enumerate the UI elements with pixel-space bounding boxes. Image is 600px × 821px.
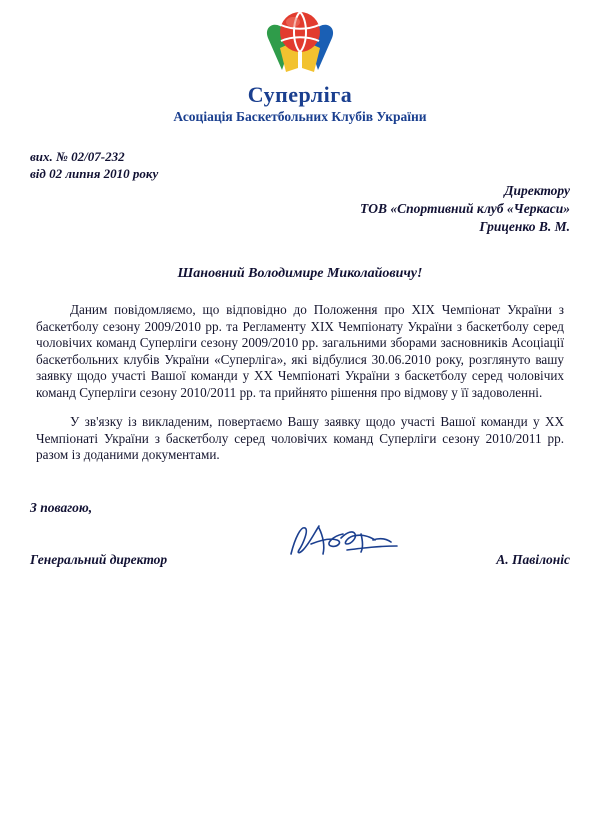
superleague-basketball-logo-icon <box>252 8 348 80</box>
brand-subtitle: Асоціація Баскетбольних Клубів України <box>173 109 427 124</box>
addressee-block <box>270 182 570 236</box>
paragraph-2: У зв'язку із викладеним, повертаємо Вашу заявку щодо участі Вашої команди у XX Чемпіонаті України з баскетболу серед чоловічих команд Суперліги сезону 2010/2011 рр. разом із доданими документами. <box>36 414 564 462</box>
regards-line: З повагою, <box>30 500 93 515</box>
outgoing-number: вих. № 02/07-232 <box>30 149 125 164</box>
logo-wrap <box>0 8 600 80</box>
addressee-line-3: Гриценко В. М. <box>479 219 570 234</box>
document-date: від 02 липня 2010 року <box>30 166 159 181</box>
signer-position: Генеральний директор <box>30 552 168 567</box>
addressee-line-2: ТОВ «Спортивний клуб «Черкаси» <box>360 201 570 216</box>
signature-row <box>30 552 570 568</box>
brand-name: Суперліга <box>247 82 353 107</box>
addressee-line-1: Директору <box>504 183 570 198</box>
body-text <box>36 302 564 477</box>
signer-name: А. Павілоніс <box>496 552 570 567</box>
letterhead <box>0 0 600 125</box>
salutation: Шановний Володимире Миколайовичу! <box>177 266 423 281</box>
paragraph-1: Даним повідомляємо, що відповідно до Положення про XIX Чемпіонат України з баскетболу сезону 2009/2010 рр. та Регламенту XIX Чемпіонату України з баскетболу серед чоловічих команд Суперліги сезону 2009/2010 рр. загальними зборами засновників Асоціації баскетбольних клубів України «Суперліга», які відбулися 30.06.2010 року, розглянуто вашу заявку щодо участі Вашої команди у XX Чемпіонаті України з баскетболу серед чоловічих команд Суперліги сезону 2010/2011 рр. та прийнято рішення про відмову у її задоволенні. <box>36 302 564 400</box>
reference-block <box>30 148 158 182</box>
